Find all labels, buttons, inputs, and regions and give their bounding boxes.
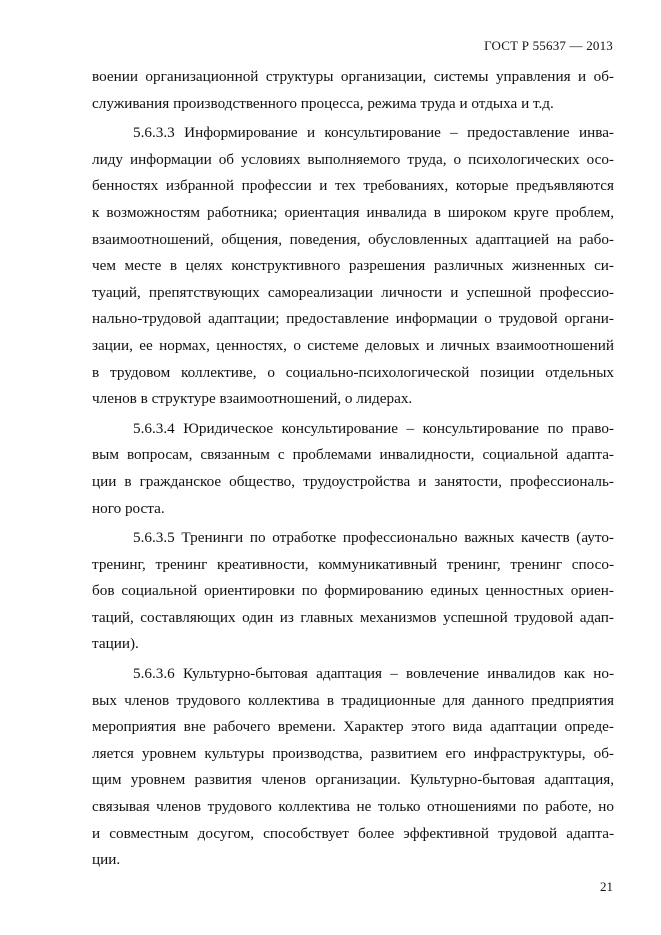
text-line: в трудовом коллективе, о социально-психологической позиции отдельных bbox=[92, 363, 614, 381]
text-line: 5.6.3.4 Юридическое консультирование – консультирование по право- bbox=[133, 419, 614, 437]
page-number: 21 bbox=[600, 879, 613, 894]
text-line: чем месте в целях конструктивного разрешения различных жизненных си- bbox=[92, 257, 614, 275]
paragraph-5-6-3-5 bbox=[92, 525, 614, 658]
text-line: зации, ее нормах, ценностях, о системе деловых и личных взаимоотношений bbox=[92, 336, 614, 354]
text-line: тренинг, тренинг креативности, коммуникативный тренинг, тренинг спосо- bbox=[92, 555, 614, 573]
text-line: нально-трудовой адаптации; предоставление информации о трудовой органи- bbox=[92, 310, 614, 328]
text-line: тации). bbox=[92, 635, 139, 653]
text-line: вых членов трудового коллектива в традиционные для данного предприятия bbox=[92, 691, 614, 709]
text-line: воении организационной структуры организации, системы управления и об- bbox=[92, 68, 614, 85]
text-line: ции. bbox=[92, 851, 121, 869]
text-line: связывая членов трудового коллектива не только отношениями по работе, но bbox=[92, 798, 614, 816]
text-line: щим уровнем развития членов организации. Культурно-бытовая адаптация, bbox=[92, 771, 614, 789]
text-line: туаций, препятствующих самореализации личности и успешной профессио- bbox=[92, 283, 614, 301]
text-line: мероприятия вне рабочего времени. Характер этого вида адаптации опреде- bbox=[92, 718, 614, 736]
paragraph-continuation bbox=[92, 64, 614, 117]
text-line: служивания производственного процесса, режима труда и отдыха и т.д. bbox=[92, 94, 554, 112]
text-line: к возможностям работника; ориентация инвалида в широком круге проблем, bbox=[92, 203, 614, 221]
text-line: ции в гражданское общество, трудоустройства и занятости, профессиональ- bbox=[92, 472, 614, 490]
text-line: лиду информации об условиях выполняемого труда, о психологических осо- bbox=[92, 150, 614, 168]
text-line: взаимоотношений, общения, поведения, обусловленных адаптацией на рабо- bbox=[92, 230, 614, 248]
text-line: 5.6.3.5 Тренинги по отработке профессионально важных качеств (ауто- bbox=[133, 529, 614, 547]
text-line: 5.6.3.3 Информирование и консультирование – предоставление инва- bbox=[133, 124, 614, 142]
text-line: таций, составляющих один из главных механизмов успешной трудовой адап- bbox=[92, 608, 614, 626]
text-line: ного роста. bbox=[92, 499, 165, 517]
text-line: ляется уровнем культуры производства, развитием его инфраструктуры, об- bbox=[92, 744, 614, 762]
document-code-header: ГОСТ Р 55637 — 2013 bbox=[484, 38, 613, 53]
text-line: и совместным досугом, способствует более эффективной трудовой адапта- bbox=[92, 824, 614, 842]
document-body bbox=[92, 64, 614, 877]
text-line: бенностях избранной профессии и тех требованиях, которые предъявляются bbox=[92, 177, 614, 195]
text-line: 5.6.3.6 Культурно-бытовая адаптация – вовлечение инвалидов как но- bbox=[133, 665, 614, 683]
paragraph-5-6-3-6 bbox=[92, 661, 614, 874]
text-line: вым вопросам, связанным с проблемами инвалидности, социальной адапта- bbox=[92, 446, 614, 464]
paragraph-5-6-3-4 bbox=[92, 416, 614, 522]
paragraph-5-6-3-3 bbox=[92, 120, 614, 413]
text-line: членов в структуре взаимоотношений, о лидерах. bbox=[92, 390, 413, 408]
text-line: бов социальной ориентировки по формированию единых ценностных ориен- bbox=[92, 582, 614, 600]
